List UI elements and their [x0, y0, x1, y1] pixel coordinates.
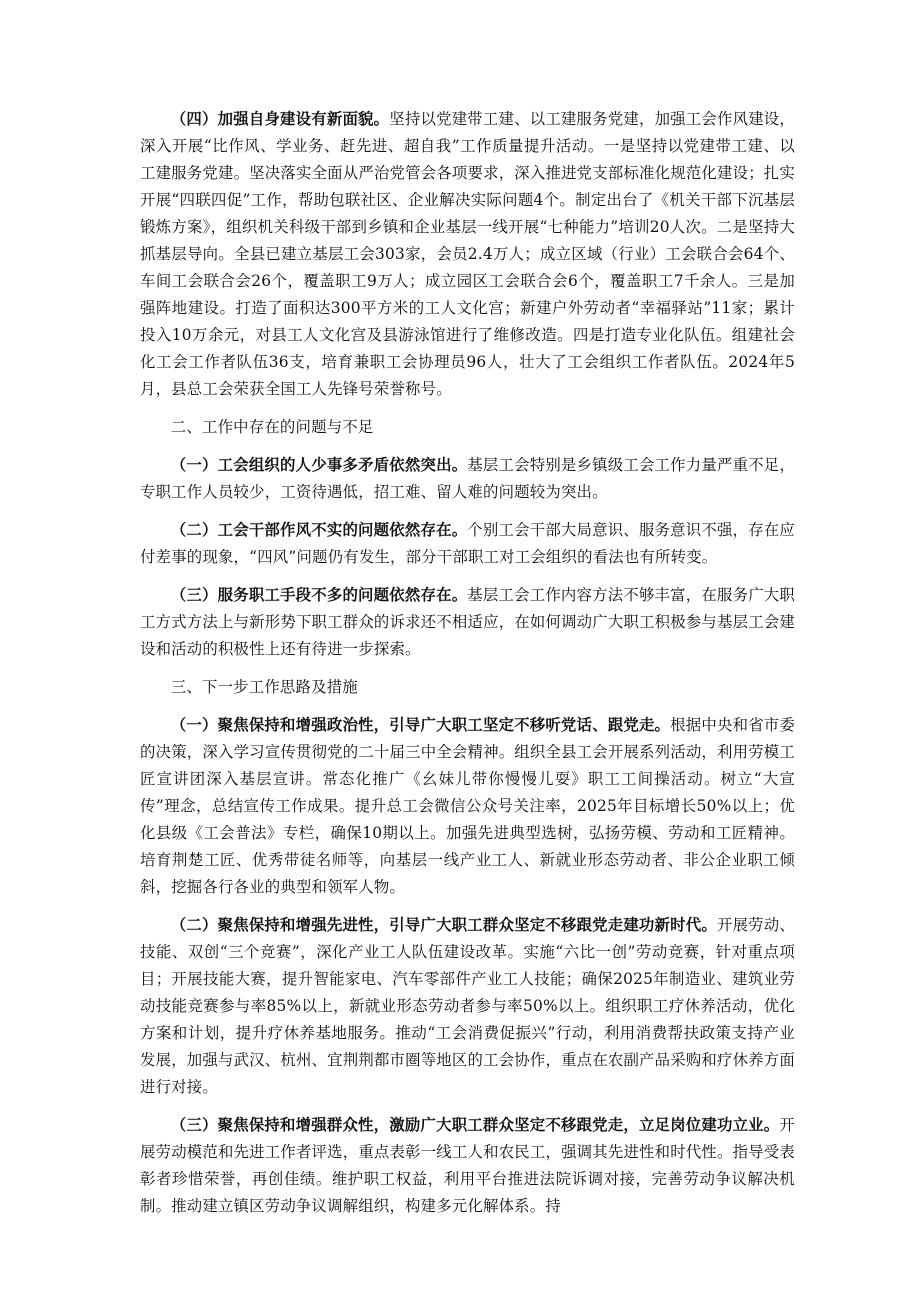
paragraph-body: 开展劳动、技能、双创“三个竞赛”，深化产业工人队伍建设改革。实施“六比一创”劳动竞赛，针对重点项目；开展技能大赛，提升智能家电、汽车零部件产业工人技能；确保2025年制造业、建筑业劳动技能竞赛参与率85%以上，新就业形态劳动者参与率50%以上。组织职工疗休养活动，优化方案和计划，提升疗休养基地服务。推动“工会消费促振兴”行动，利用消费帮扶政策支持产业发展，加强与武汉、杭州、宜荆荆都市圈等地区的工会协作，重点在农副产品采购和疗休养方面进行对接。 [140, 916, 795, 1096]
paragraph-problem-work-style [140, 517, 795, 571]
paragraph-problem-service [140, 582, 795, 663]
paragraph-body: 基层工会工作内容方法不够丰富，在服务广大职工方式方法上与新形势下职工群众的诉求还不相适应，在如何调动广大职工积极参与基层工会建设和活动的积极性上还有待进一步探索。 [140, 586, 795, 658]
paragraph-lead: （二）聚焦保持和增强先进性，引导广大职工群众坚定不移跟党走建功新时代。 [170, 916, 717, 934]
paragraph-lead: （一）工会组织的人少事多矛盾依然突出。 [170, 456, 468, 474]
paragraph-body: 个别工会干部大局意识、服务意识不强，存在应付差事的现象，“四风”问题仍有发生，部分干部职工对工会组织的看法也有所转变。 [140, 521, 795, 566]
paragraph-lead: （一）聚焦保持和增强政治性，引导广大职工坚定不移听党话、跟党走。 [170, 716, 671, 734]
paragraph-body: 根据中央和省市委的决策，深入学习宣传贯彻党的二十届三中全会精神。组织全县工会开展系列活动，利用劳模工匠宣讲团深入基层宣讲。常态化推广《幺妹儿带你慢慢儿耍》职工工间操活动。树立“大宣传”理念，总结宣传工作成果。提升总工会微信公众号关注率，2025年目标增长50%以上；优化县级《工会普法》专栏，确保10期以上。加强先进典型选树，弘扬劳模、劳动和工匠精神。培育荆楚工匠、优秀带徒名师等，向基层一线产业工人、新就业形态劳动者、非公企业职工倾斜，挖掘各行各业的典型和领军人物。 [140, 716, 795, 896]
paragraph-lead: （三）服务职工手段不多的问题依然存在。 [170, 586, 468, 604]
paragraph-advanced [140, 912, 795, 1101]
paragraph-body: 坚持以党建带工建、以工建服务党建，加强工会作风建设，深入开展“比作风、学业务、赶先进、超自我”工作质量提升活动。一是坚持以党建带工建、以工建服务党建。坚决落实全面从严治党管会各项要求，深入推进党支部标准化规范化建设；扎实开展“四联四促”工作，帮助包联社区、企业解决实际问题4个。制定出台了《机关干部下沉基层锻炼方案》，组织机关科级干部到乡镇和企业基层一线开展“七种能力”培训20人次。二是坚持大抓基层导向。全县已建立基层工会303家，会员2.4万人；成立区域（行业）工会联合会64个、车间工会联合会26个，覆盖职工9万人；成立园区工会联合会6个，覆盖职工7千余人。三是加强阵地建设。打造了面积达300平方米的工人文化宫；新建户外劳动者“幸福驿站”11家；累计投入10万余元，对县工人文化宫及县游泳馆进行了维修改造。四是打造专业化队伍。组建社会化工会工作者队伍36支，培育兼职工会协理员96人，壮大了工会组织工作者队伍。2024年5月，县总工会荣获全国工人先锋号荣誉称号。 [140, 110, 795, 398]
paragraph-lead: （四）加强自身建设有新面貌。 [170, 110, 390, 128]
paragraph-body: 开展劳动模范和先进工作者评选，重点表彰一线工人和农民工，强调其先进性和时代性。指导受表彰者珍惜荣誉，再创佳绩。维护职工权益，利用平台推进法院诉调对接，完善劳动争议解决机制。推动建立镇区劳动争议调解组织，构建多元化解体系。持 [140, 1116, 795, 1215]
paragraph-lead: （三）聚焦保持和增强群众性，激励广大职工群众坚定不移跟党走，立足岗位建功立业。 [170, 1116, 780, 1134]
paragraph-self-building [140, 106, 795, 403]
paragraph-body: 基层工会特别是乡镇级工会工作力量严重不足，专职工作人员较少，工资待遇低，招工难、留人难的问题较为突出。 [140, 456, 795, 501]
section-heading-problems: 二、工作中存在的问题与不足 [170, 418, 374, 436]
paragraph-political [140, 712, 795, 901]
paragraph-mass [140, 1112, 795, 1220]
paragraph-lead: （二）工会干部作风不实的问题依然存在。 [170, 521, 468, 539]
section-heading-next-steps: 三、下一步工作思路及措施 [170, 678, 358, 696]
document-page [140, 106, 795, 1220]
paragraph-problem-staffing [140, 452, 795, 506]
